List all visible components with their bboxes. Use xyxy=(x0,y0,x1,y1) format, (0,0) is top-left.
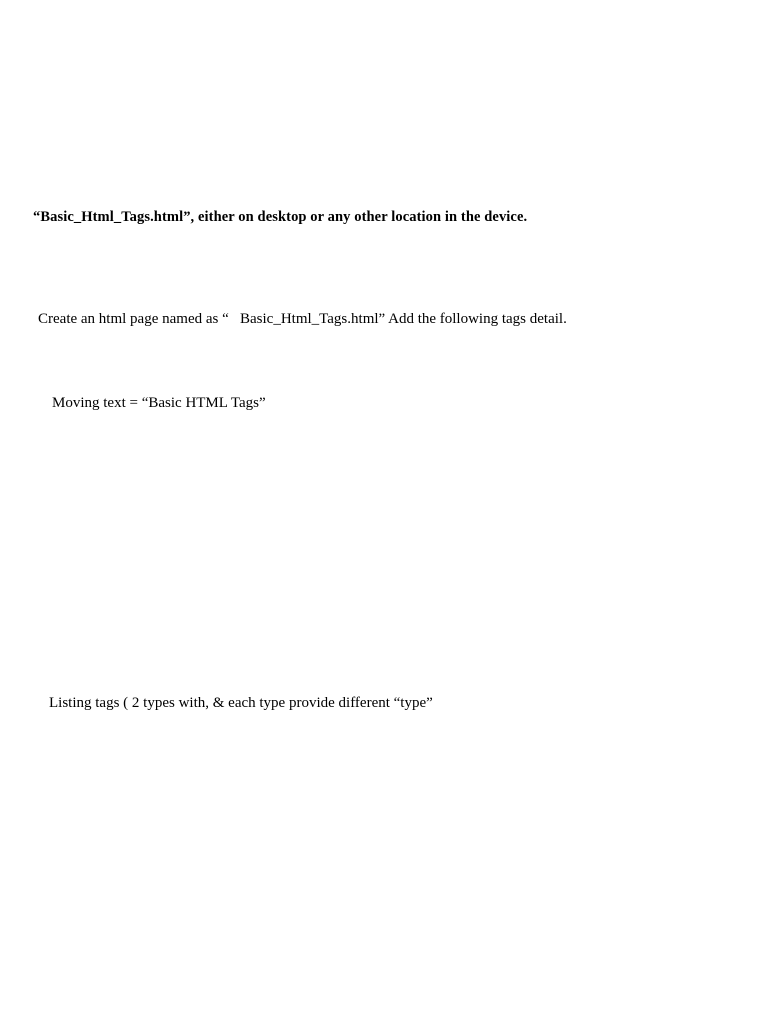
instruction-moving-text: Moving text = “Basic HTML Tags” xyxy=(52,395,266,411)
instruction-listing-tags: Listing tags ( 2 types with, & each type provide different “type” xyxy=(49,695,433,711)
filename-heading: “Basic_Html_Tags.html”, either on desktop or any other location in the device. xyxy=(33,209,528,225)
instruction-create-page: Create an html page named as “ Basic_Html_Tags.html” Add the following tags detail. xyxy=(38,311,567,327)
